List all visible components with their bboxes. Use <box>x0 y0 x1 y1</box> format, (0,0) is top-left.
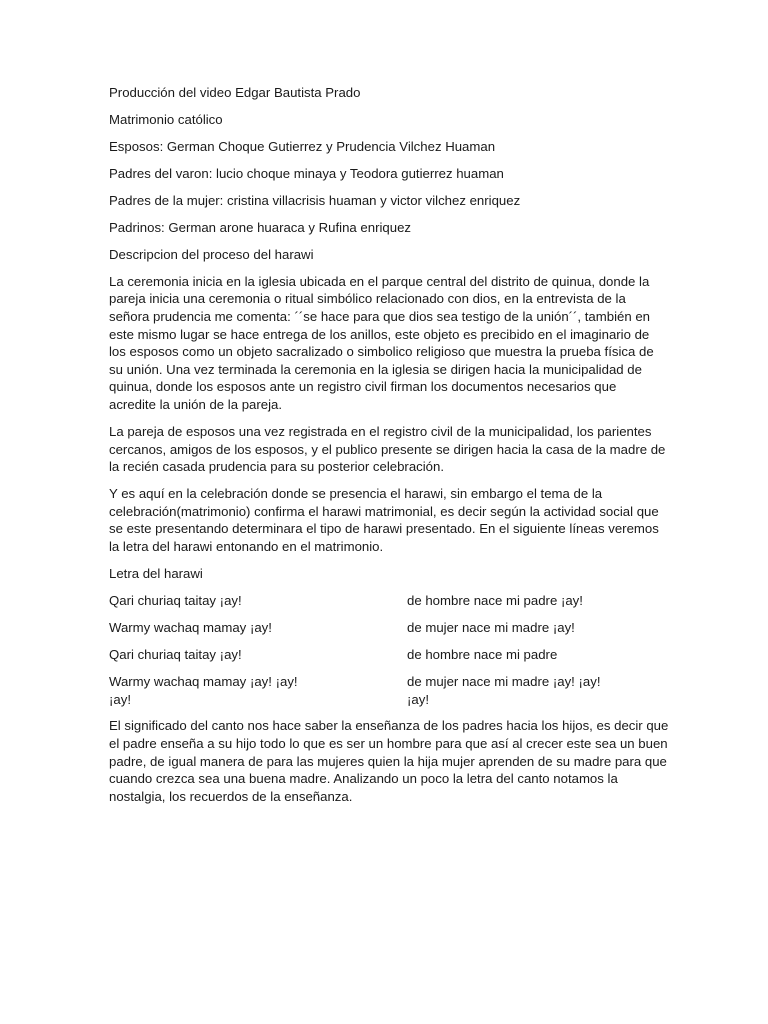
bride-parents-line: Padres de la mujer: cristina villacrisis huaman y victor vilchez enriquez <box>109 192 521 208</box>
document-page <box>109 84 669 815</box>
body-paragraph-2 <box>109 423 666 476</box>
spouses-line: Esposos: German Choque Gutierrez y Prudencia Vilchez Huaman <box>109 138 496 154</box>
lyric-quechua <box>109 592 369 610</box>
lyric-spanish <box>407 673 667 708</box>
text-line: La ceremonia inicia en la iglesia ubicada en el parque central del distrito de quinua, donde la <box>109 273 650 289</box>
text-line: el padre enseña a su hijo todo lo que es ser un hombre para que así al crecer este sea un buen <box>109 736 668 752</box>
lyric-spanish <box>407 646 667 664</box>
text-line: La pareja de esposos una vez registrada en el registro civil de la municipalidad, los parientes <box>109 424 652 440</box>
lyric-line: de hombre nace mi padre ¡ay! <box>407 592 583 608</box>
groom-parents-line: Padres del varon: lucio choque minaya y Teodora gutierrez huaman <box>109 165 504 181</box>
text-line: la letra del harawi entonando en el matrimonio. <box>109 538 384 554</box>
text-line: cercanos, amigos de los esposos, y el publico presente se dirigen hacia la casa de la madre de <box>109 441 666 457</box>
lyric-line: ¡ay! <box>407 691 429 707</box>
section-title: Descripcion del proceso del harawi <box>109 246 314 262</box>
song-title: Letra del harawi <box>109 565 203 581</box>
text-line: los esposos como un objeto sacralizado o simbolico religioso que muestra la prueba física de <box>109 344 654 360</box>
text-line: celebración(matrimonio) confirma el harawi matrimonial, es decir según la actividad social que <box>109 503 659 519</box>
text-line: la recién casada prudencia para su posterior celebración. <box>109 459 445 475</box>
lyric-quechua <box>109 673 369 708</box>
text-line: pareja inicia una ceremonia o ritual simbólico relacionado con dios, en la entrevista de la <box>109 291 626 307</box>
text-line: quinua, donde los esposos ante un registro civil firman los documentos necesarios que <box>109 379 617 395</box>
lyric-row <box>109 673 661 708</box>
lyric-line: de mujer nace mi madre ¡ay! <box>407 619 575 635</box>
text-line: acredite la unión de la pareja. <box>109 397 283 413</box>
text-line: su unión. Una vez terminada la ceremonia en la iglesia se dirigen hacia la municipalidad de <box>109 361 642 377</box>
song-lyrics <box>109 592 661 708</box>
text-line: cuando crezca sea una buena madre. Analizando un poco la letra del canto notamos la <box>109 771 618 787</box>
text-line: El significado del canto nos hace saber la enseñanza de los padres hacia los hijos, es decir que <box>109 718 669 734</box>
ceremony-type: Matrimonio católico <box>109 111 223 127</box>
lyric-line: Warmy wachaq mamay ¡ay! ¡ay! <box>109 673 298 689</box>
lyric-row <box>109 619 661 637</box>
text-line: nostalgia, los recuerdos de la enseñanza. <box>109 788 353 804</box>
lyric-line: de mujer nace mi madre ¡ay! ¡ay! <box>407 673 601 689</box>
lyric-spanish <box>407 619 667 637</box>
closing-paragraph <box>109 717 669 805</box>
text-line: Y es aquí en la celebración donde se presencia el harawi, sin embargo el tema de la <box>109 486 603 502</box>
lyric-quechua <box>109 646 369 664</box>
lyric-line: ¡ay! <box>109 691 131 707</box>
lyric-line: Qari churiaq taitay ¡ay! <box>109 646 242 662</box>
text-line: este mismo lugar se hace entrega de los anillos, este objeto es precibido en el imaginario de <box>109 326 650 342</box>
lyric-line: de hombre nace mi padre <box>407 646 558 662</box>
text-line: señora prudencia me comenta: ´´se hace para que dios sea testigo de la unión´´, también en <box>109 309 651 325</box>
lyric-quechua <box>109 619 369 637</box>
body-paragraph-3 <box>109 485 661 555</box>
lyric-row <box>109 592 661 610</box>
lyric-row <box>109 646 661 664</box>
text-line: se este presentando determinara el tipo de harawi presentado. En el siguiente líneas veremos <box>109 521 659 537</box>
lyric-line: Qari churiaq taitay ¡ay! <box>109 592 242 608</box>
lyric-spanish <box>407 592 667 610</box>
lyric-line: Warmy wachaq mamay ¡ay! <box>109 619 272 635</box>
godparents-line: Padrinos: German arone huaraca y Rufina enriquez <box>109 219 412 235</box>
text-line: padre, de igual manera de para las mujeres quien la hija mujer aprenden de su madre para que <box>109 753 667 769</box>
production-credit: Producción del video Edgar Bautista Prado <box>109 85 361 100</box>
body-paragraph-1 <box>109 273 661 414</box>
